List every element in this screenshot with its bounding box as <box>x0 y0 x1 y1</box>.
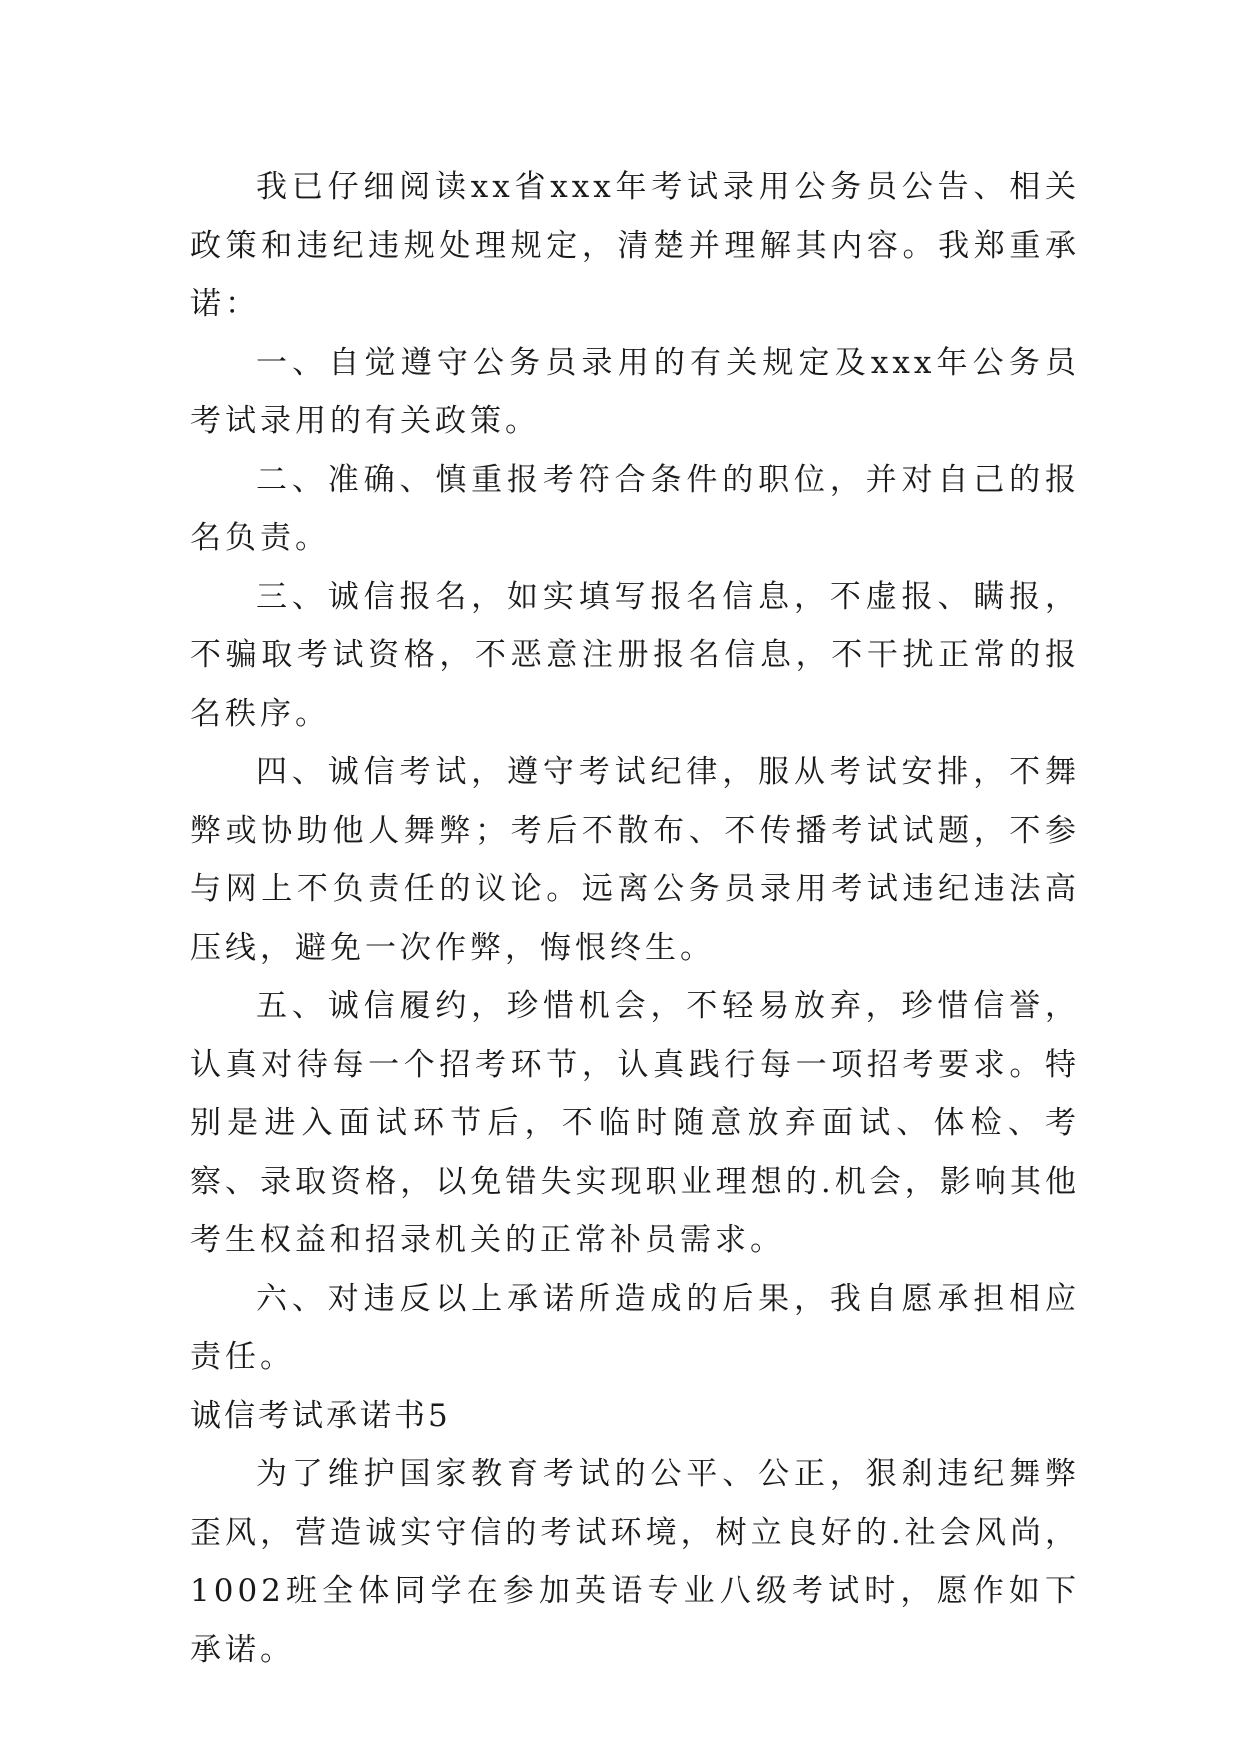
paragraph-item-4: 四、诚信考试，遵守考试纪律，服从考试安排，不舞弊或协助他人舞弊；考后不散布、不传播考试试题，不参与网上不负责任的议论。远离公务员录用考试违纪违法高压线，避免一次作弊，悔恨终生。 <box>190 754 1080 966</box>
section-paragraph-1: 为了维护国家教育考试的公平、公正，狠刹违纪舞弊歪风，营造诚实守信的考试环境，树立良好的.社会风尚，1002班全体同学在参加英语专业八级考试时，愿作如下承诺。 <box>190 1456 1080 1668</box>
paragraph-intro: 我已仔细阅读xx省xxx年考试录用公务员公告、相关政策和违纪违规处理规定，清楚并理解其内容。我郑重承诺： <box>190 169 1080 322</box>
document-body <box>190 158 1080 1679</box>
paragraph-item-6: 六、对违反以上承诺所造成的后果，我自愿承担相应责任。 <box>190 1280 1080 1375</box>
paragraph-item-3: 三、诚信报名，如实填写报名信息，不虚报、瞒报，不骗取考试资格，不恶意注册报名信息，不干扰正常的报名秩序。 <box>190 578 1080 732</box>
paragraph-item-5: 五、诚信履约，珍惜机会，不轻易放弃，珍惜信誉，认真对待每一个招考环节，认真践行每一项招考要求。特别是进入面试环节后，不临时随意放弃面试、体检、考察、录取资格，以免错失实现职业理想的.机会，影响其他考生权益和招录机关的正常补员需求。 <box>190 988 1080 1258</box>
paragraph-item-2: 二、准确、慎重报考符合条件的职位，并对自己的报名负责。 <box>190 461 1080 556</box>
section-heading: 诚信考试承诺书5 <box>190 1397 451 1434</box>
paragraph-item-1: 一、自觉遵守公务员录用的有关规定及xxx年公务员考试录用的有关政策。 <box>190 344 1080 439</box>
